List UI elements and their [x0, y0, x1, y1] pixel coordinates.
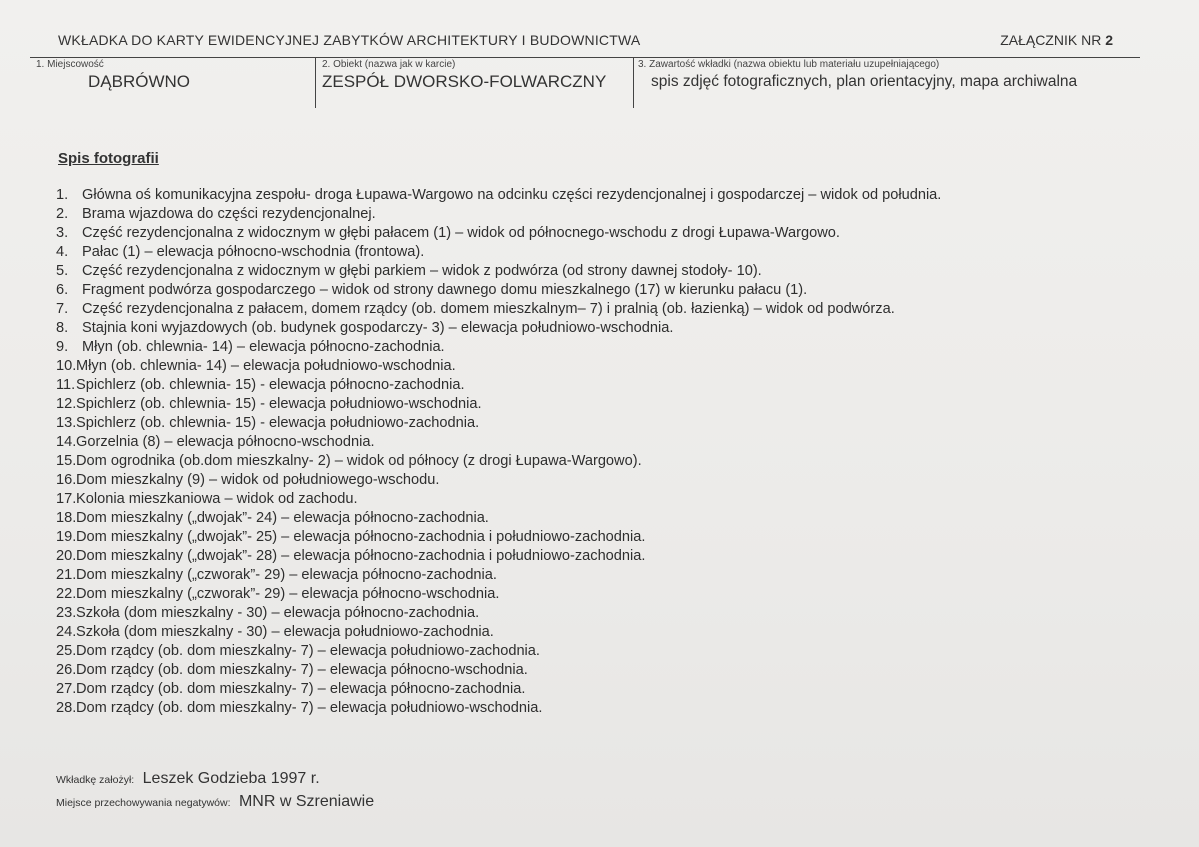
list-item	[56, 433, 941, 452]
list-item-text: Dom mieszkalny („dwojak”- 24) – elewacja północno-zachodnia.	[76, 510, 489, 526]
list-item-text: Gorzelnia (8) – elewacja północno-wschodnia.	[76, 434, 375, 450]
list-item-number: 26.	[56, 662, 77, 678]
list-item-number: 16.	[56, 472, 77, 488]
attachment-value: 2	[1105, 32, 1113, 48]
list-item	[56, 414, 941, 433]
storage-row	[56, 793, 374, 811]
list-item-text: Szkoła (dom mieszkalny - 30) – elewacja północno-zachodnia.	[76, 605, 480, 621]
list-item-number: 6.	[56, 282, 69, 298]
list-item-number: 13.	[56, 415, 77, 431]
list-item	[56, 338, 941, 357]
list-item-text: Spichlerz (ob. chlewnia- 15) - elewacja południowo-zachodnia.	[76, 415, 480, 431]
list-item-text: Dom mieszkalny („czworak”- 29) – elewacja północno-wschodnia.	[76, 586, 500, 602]
form-title: WKŁADKA DO KARTY EWIDENCYJNEJ ZABYTKÓW ARCHITEKTURY I BUDOWNICTWA	[58, 32, 641, 48]
list-item-text: Dom mieszkalny (9) – widok od południowego-wschodu.	[76, 472, 440, 488]
list-item-number: 22.	[56, 586, 77, 602]
list-item-text: Dom mieszkalny („dwojak”- 28) – elewacja północno-zachodnia i południowo-zachodnia.	[76, 548, 646, 564]
list-item	[56, 490, 941, 509]
storage-label: Miejsce przechowywania negatywów:	[56, 797, 231, 809]
list-item	[56, 623, 941, 642]
list-item-text: Kolonia mieszkaniowa – widok od zachodu.	[76, 491, 358, 507]
locality-label: 1. Miejscowość	[36, 59, 104, 70]
list-item-text: Brama wjazdowa do części rezydencjonalnej.	[82, 206, 376, 222]
list-item-text: Dom rządcy (ob. dom mieszkalny- 7) – elewacja północno-zachodnia.	[76, 681, 526, 697]
list-item-number: 14.	[56, 434, 77, 450]
list-item	[56, 547, 941, 566]
list-item-number: 11.	[56, 377, 76, 393]
list-item	[56, 661, 941, 680]
list-item-text: Młyn (ob. chlewnia- 14) – elewacja południowo-wschodnia.	[76, 358, 456, 374]
list-item-number: 9.	[56, 339, 69, 355]
storage-value: MNR w Szreniawie	[238, 793, 375, 810]
object-value: ZESPÓŁ DWORSKO-FOLWARCZNY	[322, 72, 607, 91]
list-item-number: 21.	[56, 567, 77, 583]
attachment-number	[1000, 32, 1113, 48]
list-item-text: Spichlerz (ob. chlewnia- 15) - elewacja północno-zachodnia.	[76, 377, 465, 393]
list-item	[56, 585, 941, 604]
list-item	[56, 680, 941, 699]
list-item-text: Dom ogrodnika (ob.dom mieszkalny- 2) – widok od północy (z drogi Łupawa-Wargowo).	[76, 453, 642, 469]
list-item-text: Dom rządcy (ob. dom mieszkalny- 7) – elewacja południowo-zachodnia.	[76, 643, 540, 659]
locality-value: DĄBRÓWNO	[88, 72, 190, 91]
photo-list-title: Spis fotografii	[58, 150, 159, 167]
list-item	[56, 376, 941, 395]
list-item-text: Część rezydencjonalna z widocznym w głębi parkiem – widok z podwórza (od strony dawnej stodoły- 10).	[82, 263, 762, 279]
list-item-number: 5.	[56, 263, 69, 279]
photo-list	[56, 186, 941, 718]
list-item-text: Dom mieszkalny („czworak”- 29) – elewacja północno-zachodnia.	[76, 567, 497, 583]
list-item-number: 27.	[56, 681, 77, 697]
contents-value: spis zdjęć fotograficznych, plan orientacyjny, mapa archiwalna	[651, 73, 1078, 90]
list-item-text: Pałac (1) – elewacja północno-wschodnia (frontowa).	[82, 244, 425, 260]
list-item	[56, 604, 941, 623]
list-item-text: Dom rządcy (ob. dom mieszkalny- 7) – elewacja południowo-wschodnia.	[76, 700, 543, 716]
object-cell	[316, 58, 634, 108]
list-item	[56, 205, 941, 224]
list-item	[56, 528, 941, 547]
list-item-number: 19.	[56, 529, 77, 545]
list-item	[56, 357, 941, 376]
list-item-number: 28.	[56, 700, 77, 716]
list-item-number: 10.	[56, 358, 77, 374]
list-item-number: 25.	[56, 643, 77, 659]
list-item-number: 4.	[56, 244, 69, 260]
list-item	[56, 642, 941, 661]
list-item-number: 15.	[56, 453, 77, 469]
list-item-number: 24.	[56, 624, 77, 640]
list-item-text: Młyn (ob. chlewnia- 14) – elewacja północno-zachodnia.	[82, 339, 445, 355]
author-value: Leszek Godzieba 1997 r.	[142, 770, 320, 787]
list-item-number: 2.	[56, 206, 69, 222]
list-item-text: Szkoła (dom mieszkalny - 30) – elewacja południowo-zachodnia.	[76, 624, 494, 640]
list-item-number: 12.	[56, 396, 77, 412]
list-item-number: 3.	[56, 225, 69, 241]
list-item	[56, 300, 941, 319]
list-item-number: 7.	[56, 301, 69, 317]
list-item-text: Część rezydencjonalna z pałacem, domem rządcy (ob. domem mieszkalnym– 7) i pralnią (ob. łazienką) – widok od podwórza.	[82, 301, 895, 317]
list-item	[56, 262, 941, 281]
list-item-text: Fragment podwórza gospodarczego – widok od strony dawnego domu mieszkalnego (17) w kierunku pałacu (1).	[82, 282, 808, 298]
list-item-text: Główna oś komunikacyjna zespołu- droga Łupawa-Wargowo na odcinku części rezydencjonalnej i gospodarczej – widok od południa.	[82, 187, 942, 203]
list-item	[56, 566, 941, 585]
list-item-number: 1.	[56, 187, 69, 203]
list-item	[56, 186, 941, 205]
list-item-number: 18.	[56, 510, 77, 526]
locality-cell	[30, 58, 316, 108]
object-label: 2. Obiekt (nazwa jak w karcie)	[322, 59, 456, 70]
list-item-number: 23.	[56, 605, 77, 621]
author-row	[56, 770, 320, 788]
author-label: Wkładkę założył:	[56, 774, 135, 786]
contents-cell	[634, 58, 1140, 108]
list-item-text: Część rezydencjonalna z widocznym w głębi pałacem (1) – widok od północnego-wschodu z drogi Łupawa-Wargowo.	[82, 225, 840, 241]
list-item	[56, 319, 941, 338]
attachment-label: ZAŁĄCZNIK NR	[1000, 32, 1102, 48]
list-item	[56, 699, 941, 718]
list-item-number: 20.	[56, 548, 77, 564]
list-item	[56, 281, 941, 300]
list-item-text: Stajnia koni wyjazdowych (ob. budynek gospodarczy- 3) – elewacja południowo-wschodnia.	[82, 320, 674, 336]
list-item-number: 17.	[56, 491, 77, 507]
list-item	[56, 471, 941, 490]
list-item-text: Spichlerz (ob. chlewnia- 15) - elewacja południowo-wschodnia.	[76, 396, 482, 412]
list-item	[56, 224, 941, 243]
list-item	[56, 452, 941, 471]
list-item	[56, 395, 941, 414]
list-item-text: Dom rządcy (ob. dom mieszkalny- 7) – elewacja północno-wschodnia.	[76, 662, 528, 678]
contents-label: 3. Zawartość wkładki (nazwa obiektu lub materiału uzupełniającego)	[638, 59, 940, 70]
list-item-number: 8.	[56, 320, 69, 336]
list-item	[56, 509, 941, 528]
list-item	[56, 243, 941, 262]
list-item-text: Dom mieszkalny („dwojak”- 25) – elewacja północno-zachodnia i południowo-zachodnia.	[76, 529, 646, 545]
